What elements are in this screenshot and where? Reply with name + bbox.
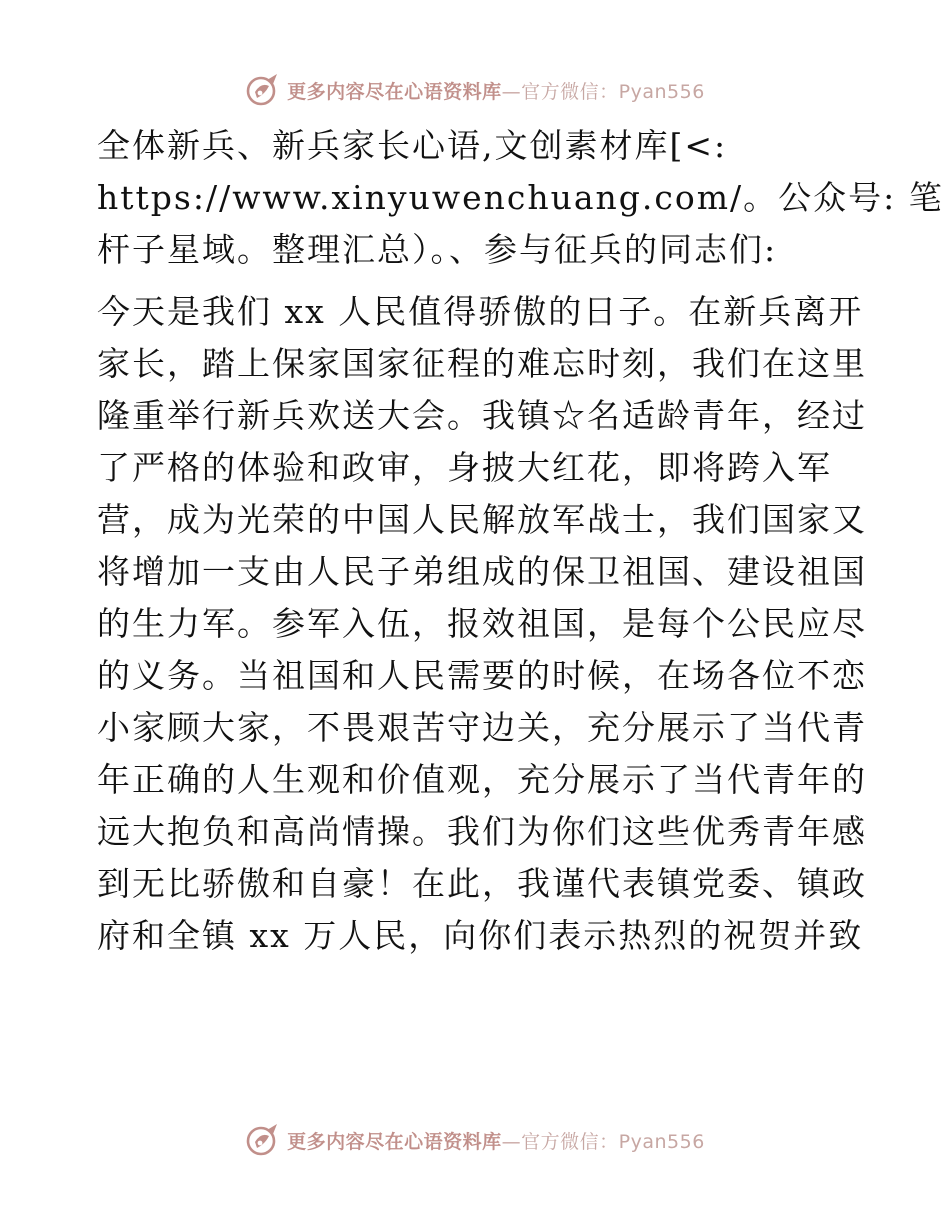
footer-watermark-main: 更多内容尽在心语资料库	[287, 1130, 502, 1153]
text-line: 隆重举行新兵欢送大会。我镇☆名适龄青年，经过	[97, 396, 867, 435]
text-line: https://www.xinyuwenchuang.com/。公众号: 笔	[97, 178, 944, 217]
footer-watermark-text	[287, 1127, 705, 1154]
footer-watermark	[0, 1120, 950, 1160]
paragraph-1	[97, 120, 944, 276]
xinyu-logo-icon	[245, 72, 281, 108]
text-line: 家长，踏上保家国家征程的难忘时刻，我们在这里	[97, 344, 867, 383]
header-watermark	[0, 70, 950, 110]
footer-watermark-wechat: 官方微信：Pyan556	[521, 1130, 705, 1153]
text-line: 的义务。当祖国和人民需要的时候，在场各位不恋	[97, 656, 867, 695]
text-line: 的生力军。参军入伍，报效祖国，是每个公民应尽	[97, 604, 867, 643]
header-watermark-main: 更多内容尽在心语资料库	[287, 80, 502, 103]
text-line: 远大抱负和高尚情操。我们为你们这些优秀青年感	[97, 812, 867, 851]
text-line: 今天是我们 xx 人民值得骄傲的日子。在新兵离开	[97, 292, 864, 331]
text-line: 府和全镇 xx 万人民，向你们表示热烈的祝贺并致	[97, 916, 864, 955]
text-line: 小家顾大家，不畏艰苦守边关，充分展示了当代青	[97, 708, 867, 747]
text-line: 杆子星域。整理汇总）。、参与征兵的同志们:	[97, 230, 778, 269]
header-watermark-sep: —	[501, 80, 522, 103]
text-line: 了严格的体验和政审，身披大红花，即将跨入军	[97, 448, 832, 487]
paragraph-2	[97, 286, 867, 962]
text-line: 年正确的人生观和价值观，充分展示了当代青年的	[97, 760, 867, 799]
text-line: 将增加一支由人民子弟组成的保卫祖国、建设祖国	[97, 552, 867, 591]
header-watermark-text	[287, 77, 705, 104]
xinyu-logo-icon	[245, 1122, 281, 1158]
footer-watermark-sep: —	[501, 1130, 522, 1153]
text-line: 到无比骄傲和自豪！在此，我谨代表镇党委、镇政	[97, 864, 867, 903]
text-line: 营，成为光荣的中国人民解放军战士，我们国家又	[97, 500, 867, 539]
document-body	[97, 120, 944, 962]
text-line: 全体新兵、新兵家长心语,文创素材库[<:	[97, 126, 728, 165]
header-watermark-wechat: 官方微信：Pyan556	[521, 80, 705, 103]
